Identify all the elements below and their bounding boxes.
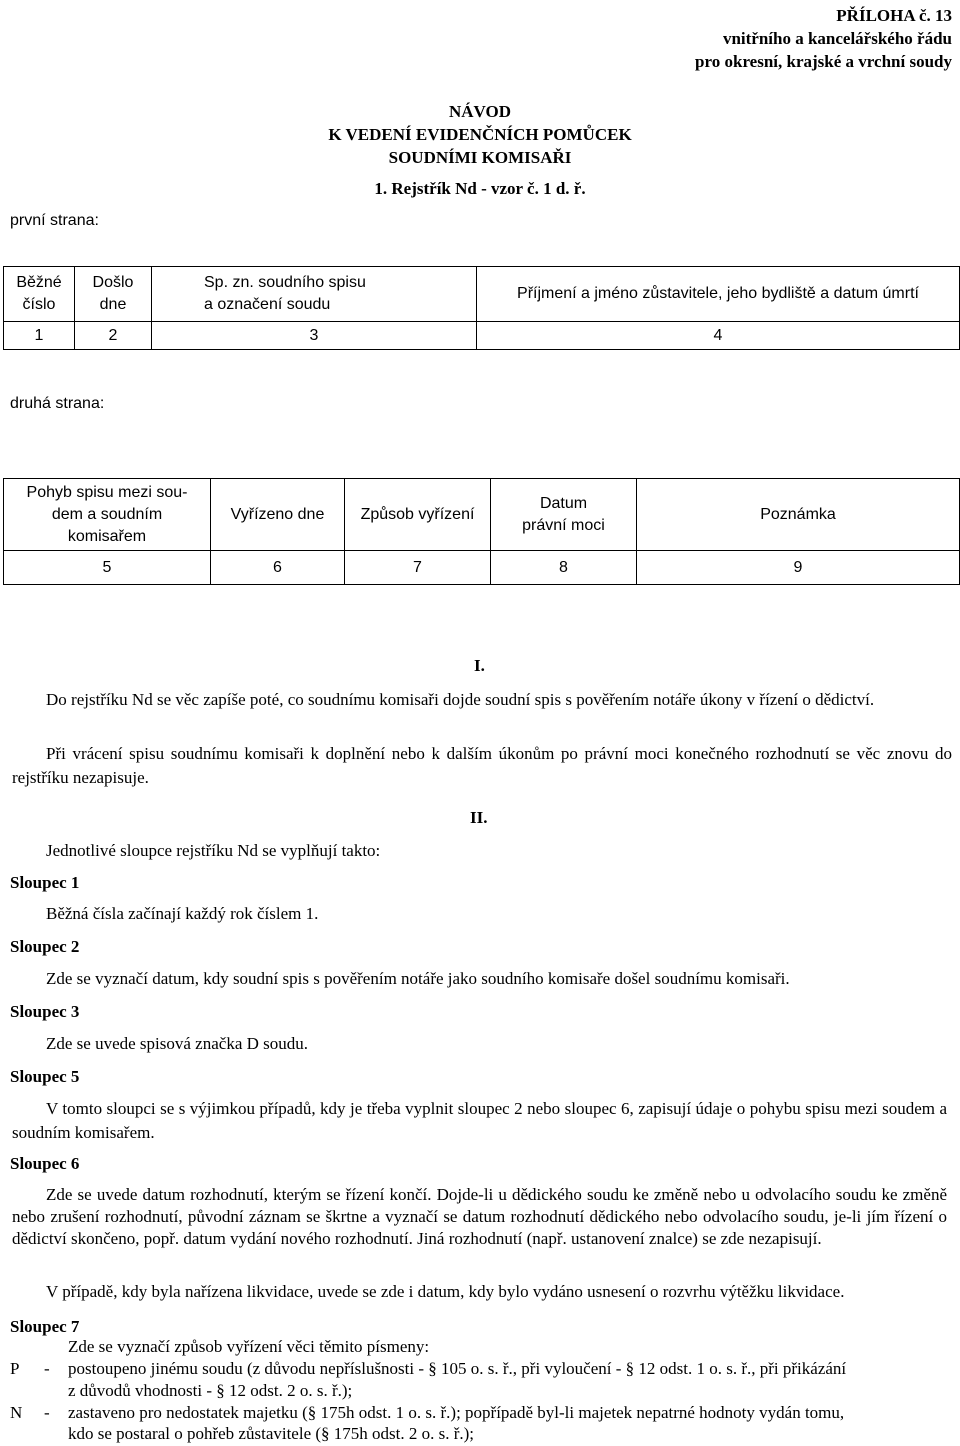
column-label: Sloupec 2 — [10, 937, 80, 956]
second-page-label: druhá strana: — [10, 395, 105, 412]
column-number: 6 — [211, 551, 345, 585]
column-number: 3 — [152, 322, 477, 350]
item-dash: - — [44, 1359, 50, 1378]
column-number: 2 — [75, 322, 152, 350]
section-heading: II. — [470, 808, 488, 827]
title-line: NÁVOD — [449, 102, 511, 121]
document-title — [0, 100, 960, 200]
column-number: 7 — [345, 551, 491, 585]
column-label: Sloupec 5 — [10, 1067, 80, 1086]
column-label: Sloupec 1 — [10, 873, 80, 892]
paragraph: Zde se uvede datum rozhodnutí, kterým se řízení končí. Dojde-li u dědického soudu ke změně nebo u odvolacího soudu ke změně nebo zrušení rozhodnutí, původní záznam se škrtne a vyznačí se datum rozhodnutí dědického nebo odvolacího soudu, je-li jím řízení o dědictví skončeno, popř. datum vydání nového rozhodnutí. Jiná rozhodnutí (např. ustanovení znalce) se zde nezapisují. — [12, 1185, 947, 1248]
header-cell: Vyřízeno dne — [211, 479, 345, 551]
column-number: 9 — [637, 551, 960, 585]
second-page-table — [3, 478, 960, 585]
appendix-line: vnitřního a kancelářského řádu — [722, 29, 952, 48]
list-item: postoupeno jinému soudu (z důvodu nepříslušnosti - § 105 o. s. ř., při vyloučení - § 12 odst. 1 o. s. ř., při přikázání — [68, 1359, 847, 1378]
paragraph: Zde se vyznačí způsob vyřízení věci těmito písmeny: — [68, 1337, 430, 1356]
register-title: 1. Rejstřík Nd - vzor č. 1 d. ř. — [374, 179, 586, 198]
header-cell: Došlo dne — [75, 267, 152, 322]
column-number: 4 — [477, 322, 960, 350]
paragraph: Zde se uvede spisová značka D soudu. — [46, 1034, 309, 1053]
appendix-line: pro okresní, krajské a vrchní soudy — [695, 52, 952, 71]
header-cell: Příjmení a jméno zůstavitele, jeho bydliště a datum úmrtí — [477, 267, 960, 322]
paragraph: Jednotlivé sloupce rejstříku Nd se vyplňují takto: — [46, 841, 381, 860]
paragraph: V tomto sloupci se s výjimkou případů, kdy je třeba vyplnit sloupec 2 nebo sloupec 6, zapisují údaje o pohybu spisu mezi soudem a soudním komisařem. — [12, 1099, 947, 1142]
item-letter: N — [10, 1403, 23, 1422]
header-cell: Způsob vyřízení — [345, 479, 491, 551]
header-cell: Poznámka — [637, 479, 960, 551]
column-number: 8 — [491, 551, 637, 585]
column-label: Sloupec 6 — [10, 1154, 80, 1173]
header-cell: Datum právní moci — [491, 479, 637, 551]
column-number: 5 — [4, 551, 211, 585]
item-letter: P — [10, 1359, 20, 1378]
header-cell: Sp. zn. soudního spisu a označení soudu — [152, 267, 477, 322]
header-cell: Běžné číslo — [4, 267, 75, 322]
paragraph: Při vrácení spisu soudnímu komisaři k doplnění nebo k dalším úkonům po právní moci konečného rozhodnutí se věc znovu do rejstříku nezapisuje. — [12, 744, 952, 787]
first-page-label: první strana: — [10, 212, 99, 229]
list-item: z důvodů vhodnosti - § 12 odst. 2 o. s. ř.); — [68, 1381, 353, 1400]
column-label: Sloupec 7 — [10, 1317, 80, 1336]
header-cell: Pohyb spisu mezi sou- dem a soudním komisařem — [4, 479, 211, 551]
list-item: zastaveno pro nedostatek majetku (§ 175h odst. 1 o. s. ř.); popřípadě byl-li majetek nepatrné hodnoty vydán tomu, — [68, 1403, 845, 1422]
paragraph: V případě, kdy byla nařízena likvidace, uvede se zde i datum, kdy bylo vydáno usnesení o rozvrhu výtěžku likvidace. — [46, 1282, 845, 1301]
appendix-heading — [695, 4, 952, 73]
item-dash: - — [44, 1403, 50, 1422]
column-label: Sloupec 3 — [10, 1002, 80, 1021]
first-page-table — [3, 266, 960, 350]
section-heading: I. — [474, 656, 485, 675]
paragraph: Běžná čísla začínají každý rok číslem 1. — [46, 904, 319, 923]
title-line: K VEDENÍ EVIDENČNÍCH POMŮCEK — [328, 125, 632, 144]
column-number: 1 — [4, 322, 75, 350]
appendix-line: PŘÍLOHA č. 13 — [836, 6, 952, 25]
paragraph: Zde se vyznačí datum, kdy soudní spis s pověřením notáře jako soudního komisaře došel soudnímu komisaři. — [46, 969, 790, 988]
list-item: kdo se postaral o pohřeb zůstavitele (§ 175h odst. 2 o. s. ř.); — [68, 1424, 475, 1443]
title-line: SOUDNÍMI KOMISAŘI — [388, 148, 572, 167]
paragraph: Do rejstříku Nd se věc zapíše poté, co soudnímu komisaři dojde soudní spis s pověřením notáře úkony v řízení o dědictví. — [46, 690, 875, 709]
